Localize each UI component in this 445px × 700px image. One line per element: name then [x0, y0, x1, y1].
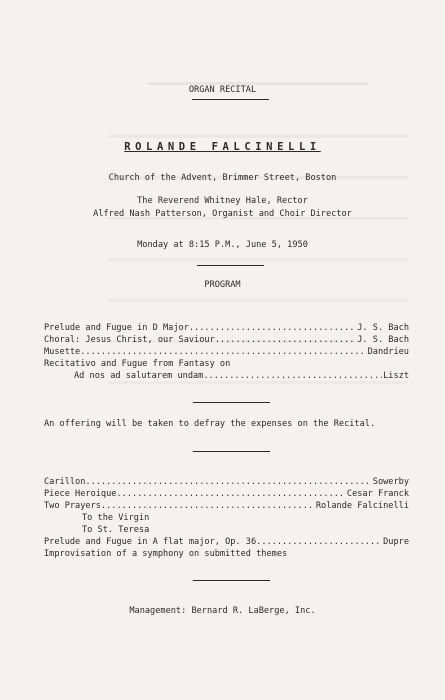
- composer: Rolande Falcinelli: [315, 501, 409, 511]
- piece-title: Prelude and Fugue in A flat major, Op. 36: [44, 537, 257, 547]
- program-item: [44, 335, 409, 345]
- piece-title: Carillon: [44, 477, 86, 487]
- program-item: [44, 489, 409, 499]
- piece-title: Recitativo and Fugue from Fantasy on: [44, 359, 231, 369]
- composer: Dandrieu: [367, 347, 409, 357]
- bottom-rule: [193, 580, 270, 581]
- leader-dots: [189, 323, 356, 333]
- leader-dots: [116, 489, 345, 499]
- leader-dots: [203, 371, 382, 381]
- leader-dots: [215, 335, 357, 345]
- program-item: [44, 477, 409, 487]
- rector-line: The Reverend Whitney Hale, Rector: [137, 196, 308, 206]
- piece-title: Piece Heroique: [44, 489, 117, 499]
- program-item: [44, 513, 409, 523]
- organist-line: Alfred Nash Patterson, Organist and Choir Director: [93, 209, 352, 219]
- venue-line: Church of the Advent, Brimmer Street, Boston: [108, 173, 337, 183]
- program-item: [44, 501, 409, 511]
- program-heading: PROGRAM: [204, 280, 241, 290]
- second-rule: [193, 451, 270, 452]
- leader-dots: [85, 477, 371, 487]
- program-item: [44, 323, 409, 333]
- middle-rule: [193, 402, 270, 403]
- leader-dots: [101, 501, 315, 511]
- program-item: [44, 525, 409, 535]
- piece-title: Two Prayers: [44, 501, 101, 511]
- program-item: [44, 359, 409, 369]
- management-line: Management: Bernard R. LaBerge, Inc.: [129, 606, 316, 616]
- leader-dots: [256, 537, 382, 547]
- program-item: [44, 537, 409, 547]
- piece-title: Improvisation of a symphony on submitted themes: [44, 549, 288, 559]
- recital-heading: ORGAN RECITAL: [188, 85, 257, 95]
- composer: Cesar Franck: [346, 489, 409, 499]
- program-item: [44, 549, 409, 559]
- piece-title: Musette: [44, 347, 81, 357]
- piece-title: To the Virgin: [82, 513, 150, 523]
- piece-title: Ad nos ad salutarem undam: [74, 371, 204, 381]
- piece-title: Prelude and Fugue in D Major: [44, 323, 189, 333]
- program-rule: [197, 265, 264, 266]
- piece-title: Choral: Jesus Christ, our Saviour: [44, 335, 215, 345]
- program-item: [44, 371, 409, 381]
- offering-note: An offering will be taken to defray the expenses on the Recital.: [44, 419, 376, 429]
- composer: J. S. Bach: [357, 323, 409, 333]
- performer-name: ROLANDE FALCINELLI: [124, 141, 321, 153]
- date-line: Monday at 8:15 P.M., June 5, 1950: [137, 240, 308, 250]
- composer: Sowerby: [372, 477, 409, 487]
- piece-title: To St. Teresa: [82, 525, 150, 535]
- program-item: [44, 347, 409, 357]
- composer: Dupre: [383, 537, 409, 547]
- composer: J. S. Bach: [357, 335, 409, 345]
- composer: Liszt: [383, 371, 409, 381]
- leader-dots: [80, 347, 366, 357]
- top-rule: [192, 99, 269, 100]
